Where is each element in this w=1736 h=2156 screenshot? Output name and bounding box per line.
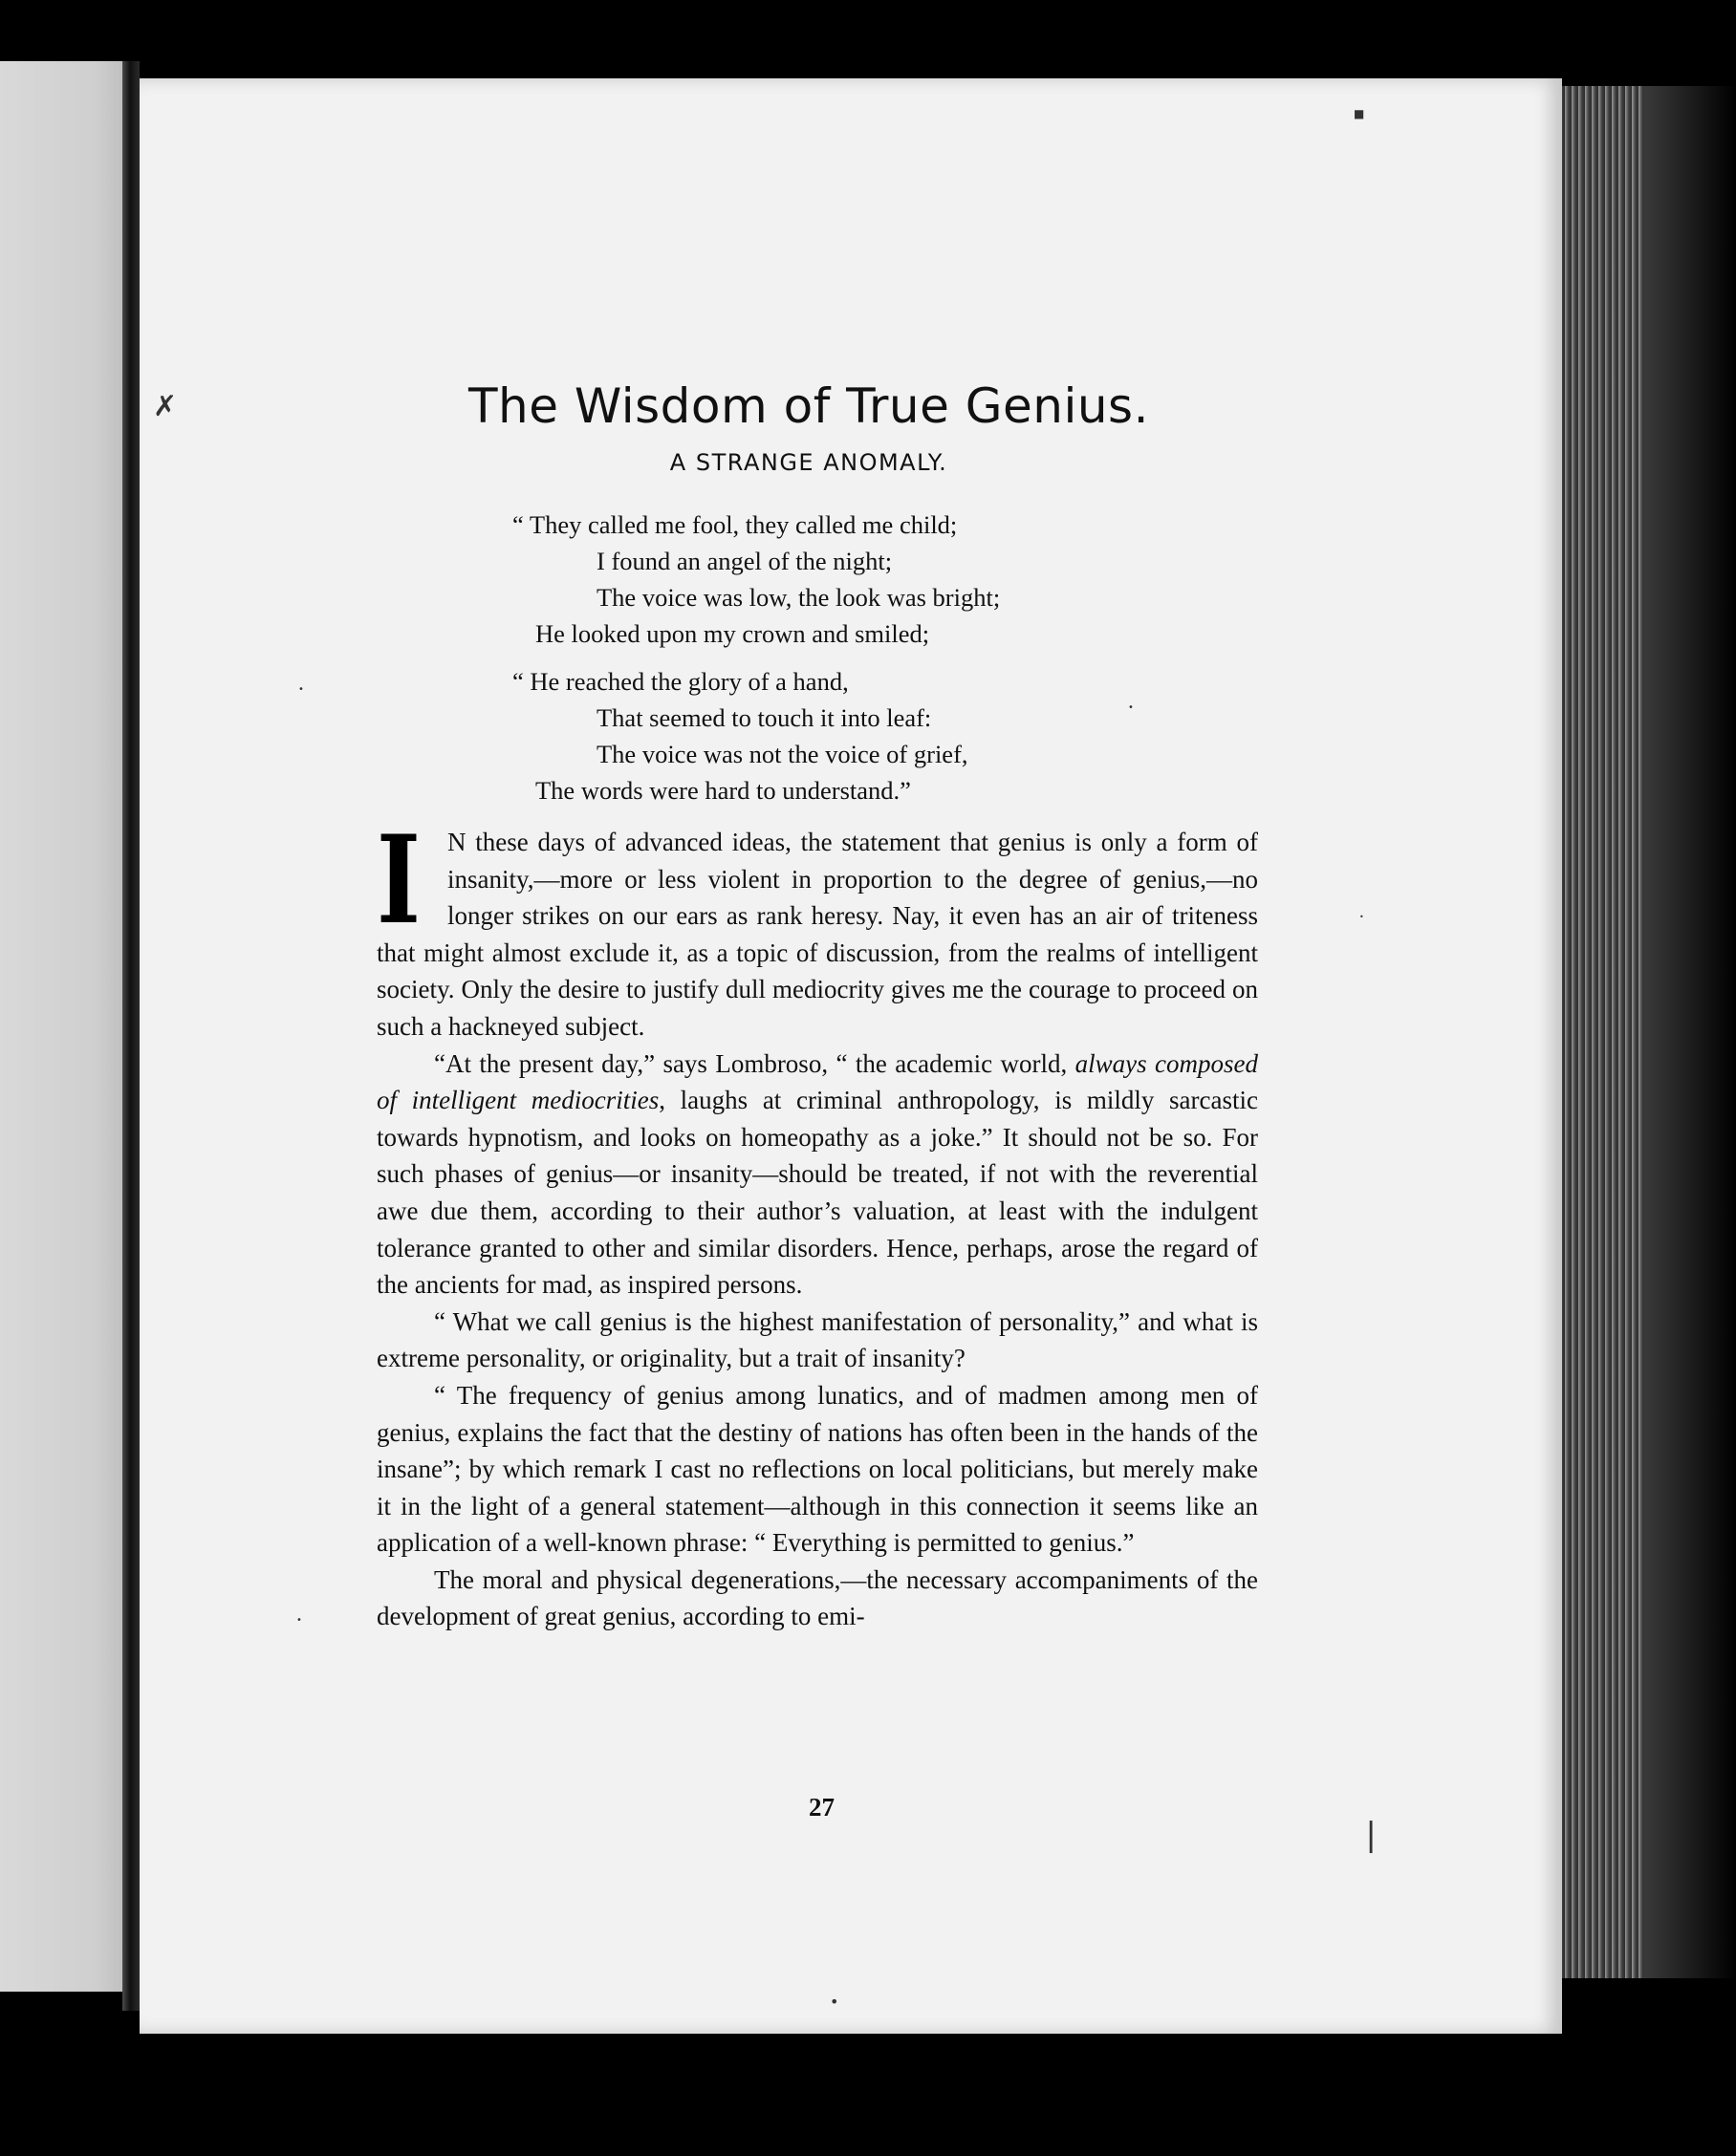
paragraph-2-italic: always composed of intelligent mediocrities	[377, 1048, 1258, 1115]
paragraph-3: “ What we call genius is the highest manifestation of personality,” and what is extreme personality, or originality, but a trait of insanity?	[377, 1306, 1258, 1373]
page-block-shadow	[1644, 86, 1736, 1978]
paragraph-1	[377, 809, 1258, 1046]
poem-line: He looked upon my crown and smiled;	[535, 619, 930, 648]
poem-stanza-2	[512, 663, 1182, 808]
paragraph-2-text-a: “At the present day,” says Lombroso, “ the academic world,	[434, 1048, 1075, 1078]
poem-line: “ He reached the glory of a hand,	[512, 667, 849, 696]
page-block-edges	[1558, 86, 1644, 1978]
drop-cap: I	[377, 809, 421, 951]
poem-line: That seemed to touch it into leaf:	[597, 703, 932, 732]
poem-line: The voice was low, the look was bright;	[597, 583, 1001, 612]
paragraph-1-text: N these days of advanced ideas, the statement that genius is only a form of insanity,—more or less violent in proportion to the degree of genius,—no longer strikes on our ears as rank heresy. Nay, it even has an air of triteness that might almost exclude it, as a topic of discussion, from the realms of intelligent society. Only the desire to justify dull mediocrity gives me the courage to proceed on such a hackneyed subject.	[377, 828, 1258, 1041]
scan-speck: •	[1128, 702, 1134, 713]
body-text	[377, 809, 1258, 1635]
scan-artifact-mark: ❘	[1357, 1816, 1385, 1854]
left-page-edge	[0, 61, 136, 1992]
scan-speck: •	[296, 1615, 302, 1626]
poem-line: The words were hard to understand.”	[535, 776, 911, 805]
paragraph-5: The moral and physical degenerations,—the necessary accompaniments of the development of great genius, according to emi-	[377, 1564, 1258, 1631]
scan-speck: •	[298, 684, 304, 695]
book-gutter	[122, 61, 140, 2011]
paragraph-2-text-b: , laughs at criminal anthropology, is mildly sarcastic towards hypnotism, and looks on homeopathy as a joke.” It should not be so. For such phases of genius—or insanity—should be treated, if not with the reverential awe due them, according to their author’s valuation, at least with the indulgent tolerance granted to other and similar disorders. Hence, perhaps, arose the regard of the ancients for mad, as inspired persons.	[377, 1086, 1258, 1300]
scan-speck: •	[1359, 913, 1364, 921]
paragraph-2	[377, 1046, 1258, 1304]
page-title: The Wisdom of True Genius.	[468, 378, 1149, 434]
poem-line: The voice was not the voice of grief,	[597, 740, 968, 768]
page-number: 27	[809, 1793, 835, 1822]
scan-speck: ■	[1354, 107, 1365, 120]
scan-artifact-mark: ✗	[153, 390, 178, 423]
poem-stanza-1	[512, 507, 1182, 652]
epigraph-poem	[512, 507, 1182, 820]
poem-line: I found an angel of the night;	[597, 547, 893, 575]
poem-line: “ They called me fool, they called me child;	[512, 510, 958, 539]
paragraph-4: “ The frequency of genius among lunatics, and of madmen among men of genius, explains the fact that the destiny of nations has often been in the hands of the insane”; by which remark I cast no reflections on local politicians, but merely make it in the light of a general statement—although in this connection it seems like an application of a well-known phrase: “ Everything is permitted to genius.”	[377, 1380, 1258, 1558]
scan-speck: •	[830, 1993, 839, 2011]
page-subtitle: A STRANGE ANOMALY.	[669, 449, 948, 476]
